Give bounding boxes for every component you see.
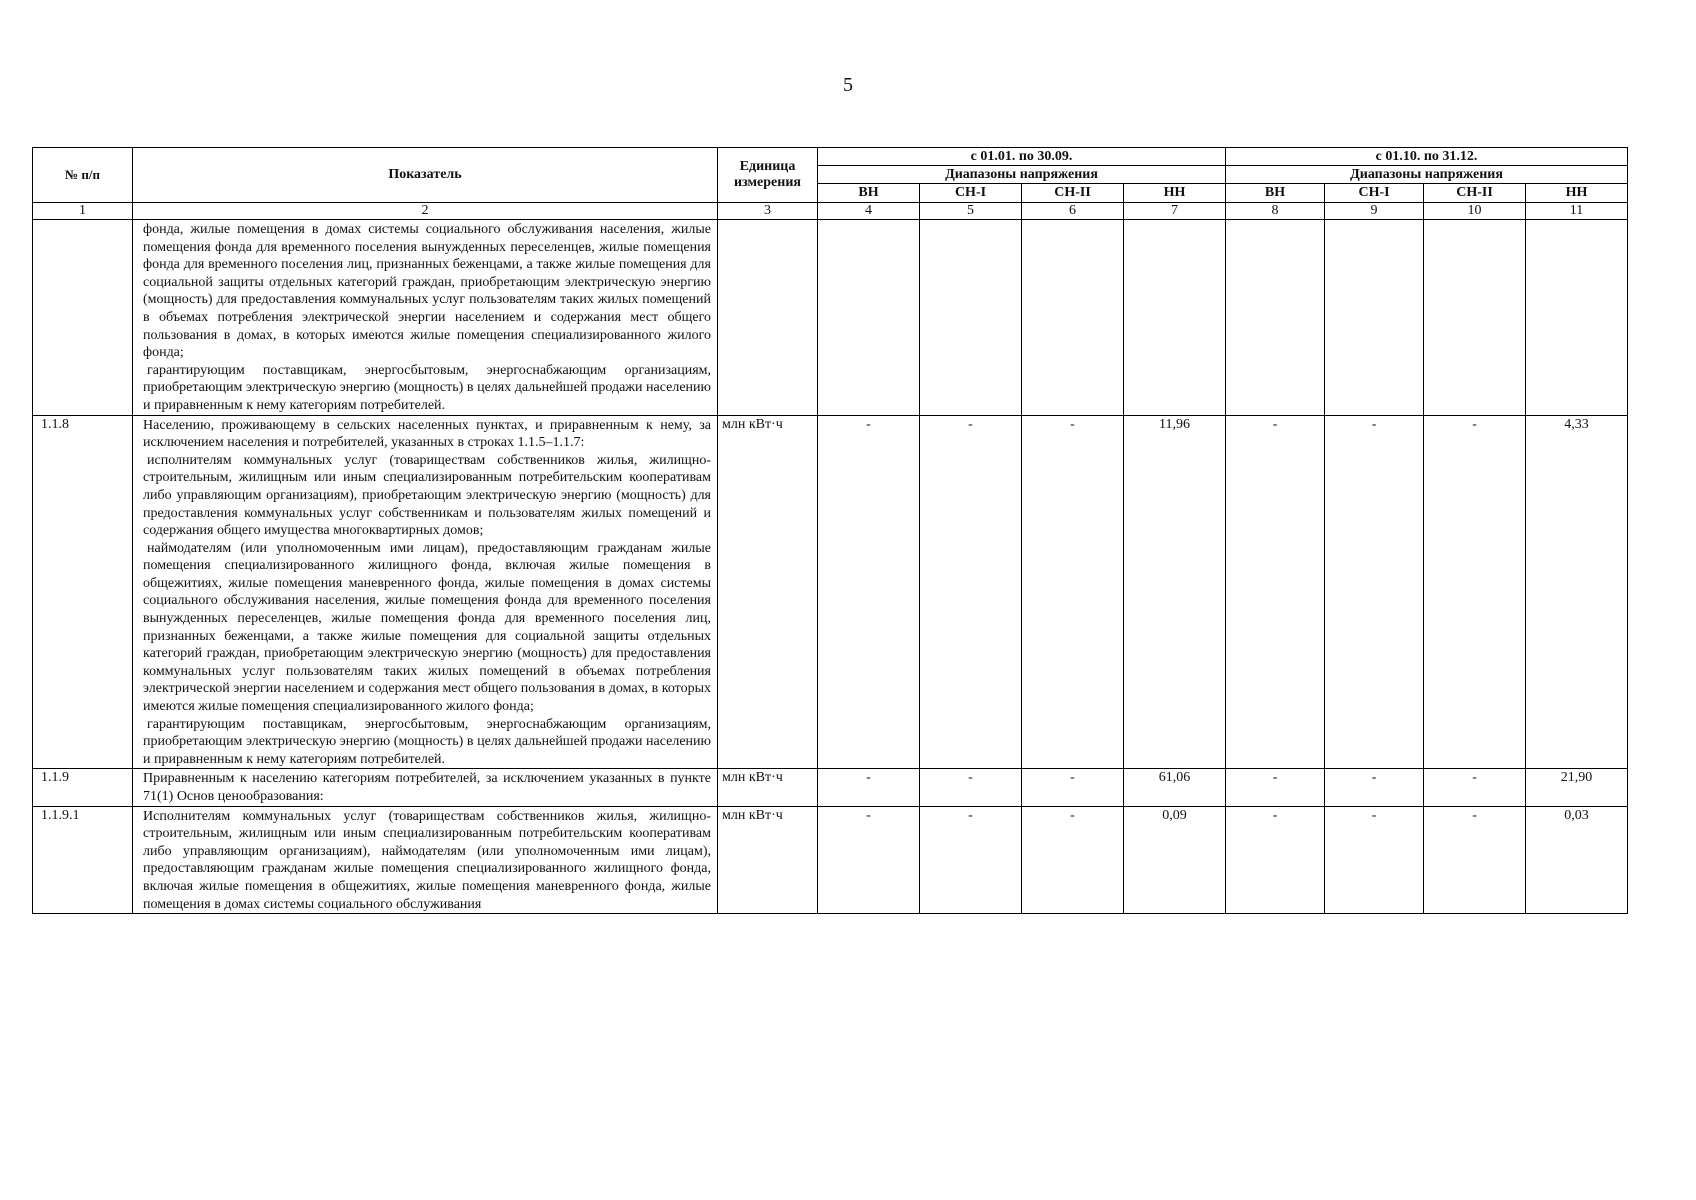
row-value: [818, 220, 920, 416]
indicator-paragraph: Приравненным к населению категориям потребителей, за исключением указанных в пункте 71(1) Основ ценообразования:: [143, 771, 711, 804]
column-number: 5: [920, 203, 1022, 220]
indicator-paragraph: Исполнителям коммунальных услуг (товариществам собственников жилья, жилищно-строительным, жилищным или иным специализированным потребительским кооперативам либо управляющим организациям), наймодателям (или уполномоченным ими лицам), предоставляющим гражданам жилые помещения специализированного жилищного фонда, включая жилые помещения в общежитиях, жилые помещения маневренного фонда, жилые помещения в домах системы социального обслуживания: [143, 808, 711, 912]
indicator-paragraph: Населению, проживающему в сельских населенных пунктах, и приравненным к нему, за исключением населения и потребителей, указанных в строках 1.1.5–1.1.7:: [143, 417, 711, 451]
header-voltage-sn2: СН-II: [1424, 184, 1526, 203]
row-value: [920, 220, 1022, 416]
header-num: № п/п: [33, 148, 133, 203]
row-indicator-text: [133, 220, 718, 416]
row-value: -: [1022, 415, 1124, 769]
row-value: 61,06: [1124, 769, 1226, 806]
column-number: 8: [1226, 203, 1325, 220]
row-indicator-text: [133, 806, 718, 914]
page-number: 5: [843, 74, 853, 96]
header-voltage-vn: ВН: [1226, 184, 1325, 203]
row-value: -: [1424, 806, 1526, 914]
row-unit: [718, 220, 818, 416]
indicator-paragraph: наймодателям (или уполномоченным ими лицам), предоставляющим гражданам жилые помещения специализированного жилищного фонда, включая жилые помещения в общежитиях, жилые помещения маневренного фонда, жилые помещения в домах системы социального обслуживания населения, жилые помещения фонда для временного поселения вынужденных переселенцев, жилые помещения фонда для временного поселения лиц, признанных беженцами, а также жилые помещения для социальной защиты отдельных категорий граждан, приобретающим электрическую энергию (мощность) для предоставления коммунальных услуг пользователям таких жилых помещений в объемах потребления электрической энергии населением и содержания мест общего пользования в домах, в которых имеются жилые помещения специализированного жилого фонда;: [143, 540, 711, 715]
column-number: 9: [1325, 203, 1424, 220]
header-voltage-nn: НН: [1526, 184, 1628, 203]
row-value: 11,96: [1124, 415, 1226, 769]
row-value: -: [1226, 769, 1325, 806]
row-value: -: [1325, 415, 1424, 769]
indicator-paragraph: фонда, жилые помещения в домах системы социального обслуживания населения, жилые помещения фонда для временного поселения вынужденных переселенцев, жилые помещения фонда для временного поселения лиц, признанных беженцами, а также жилые помещения для социальной защиты отдельных категорий граждан, приобретающим электрическую энергию (мощность) для предоставления коммунальных услуг пользователям таких жилых помещений в объемах потребления электрической энергии населением и содержания мест общего пользования в домах, в которых имеются жилые помещения специализированного жилого фонда;: [143, 222, 711, 361]
row-number: 1.1.9.1: [33, 806, 133, 914]
row-value: -: [1226, 415, 1325, 769]
table-row: [33, 220, 1628, 416]
header-unit: Единица измерения: [718, 148, 818, 203]
row-value: [1424, 220, 1526, 416]
header-voltage-sn2: СН-II: [1022, 184, 1124, 203]
header-voltage-sn1: СН-I: [920, 184, 1022, 203]
row-value: -: [1325, 769, 1424, 806]
row-value: 4,33: [1526, 415, 1628, 769]
row-unit: млн кВт·ч: [718, 415, 818, 769]
header-voltage-ranges-1: Диапазоны напряжения: [818, 166, 1226, 184]
column-number: 3: [718, 203, 818, 220]
header-period-2: с 01.10. по 31.12.: [1226, 148, 1628, 166]
table-row: [33, 769, 1628, 806]
row-value: -: [818, 415, 920, 769]
header-voltage-nn: НН: [1124, 184, 1226, 203]
column-number: 7: [1124, 203, 1226, 220]
row-value: 0,03: [1526, 806, 1628, 914]
indicator-paragraph: исполнителям коммунальных услуг (товариществам собственников жилья, жилищно-строительным, жилищным или иным специализированным потребительским кооперативам либо управляющим организациям), приобретающим электрическую энергию (мощность) для предоставления коммунальных услуг собственникам и пользователям жилых помещений и содержания общего имущества многоквартирных домов;: [143, 452, 711, 539]
row-value: -: [1226, 806, 1325, 914]
row-indicator-text: [133, 769, 718, 806]
row-value: -: [1022, 806, 1124, 914]
header-indicator: Показатель: [133, 148, 718, 203]
column-number: 11: [1526, 203, 1628, 220]
row-value: -: [920, 769, 1022, 806]
row-value: -: [920, 806, 1022, 914]
header-period-1: с 01.01. по 30.09.: [818, 148, 1226, 166]
row-value: [1226, 220, 1325, 416]
tariff-table: [32, 147, 1628, 914]
indicator-paragraph: гарантирующим поставщикам, энергосбытовым, энергоснабжающим организациям, приобретающим электрическую энергию (мощность) в целях дальнейшей продажи населению и приравненным к нему категориям потребителей.: [143, 362, 711, 413]
row-number: 1.1.9: [33, 769, 133, 806]
row-value: [1325, 220, 1424, 416]
table-row: [33, 806, 1628, 914]
row-value: -: [1424, 415, 1526, 769]
row-value: -: [818, 806, 920, 914]
column-number: 4: [818, 203, 920, 220]
row-value: 21,90: [1526, 769, 1628, 806]
column-number: 2: [133, 203, 718, 220]
column-number-row: [33, 203, 1628, 220]
row-value: [1022, 220, 1124, 416]
row-value: -: [1022, 769, 1124, 806]
row-value: 0,09: [1124, 806, 1226, 914]
indicator-paragraph: гарантирующим поставщикам, энергосбытовым, энергоснабжающим организациям, приобретающим электрическую энергию (мощность) в целях дальнейшей продажи населению и приравненным к нему категориям потребителей.: [143, 716, 711, 767]
row-value: [1124, 220, 1226, 416]
row-unit: млн кВт·ч: [718, 769, 818, 806]
row-unit: млн кВт·ч: [718, 806, 818, 914]
column-number: 1: [33, 203, 133, 220]
header-voltage-ranges-2: Диапазоны напряжения: [1226, 166, 1628, 184]
row-indicator-text: [133, 415, 718, 769]
row-value: -: [818, 769, 920, 806]
row-number: 1.1.8: [33, 415, 133, 769]
row-value: -: [1424, 769, 1526, 806]
row-value: [1526, 220, 1628, 416]
column-number: 10: [1424, 203, 1526, 220]
column-number: 6: [1022, 203, 1124, 220]
header-voltage-sn1: СН-I: [1325, 184, 1424, 203]
row-number: [33, 220, 133, 416]
row-value: -: [1325, 806, 1424, 914]
header-voltage-vn: ВН: [818, 184, 920, 203]
row-value: -: [920, 415, 1022, 769]
table-row: [33, 415, 1628, 769]
